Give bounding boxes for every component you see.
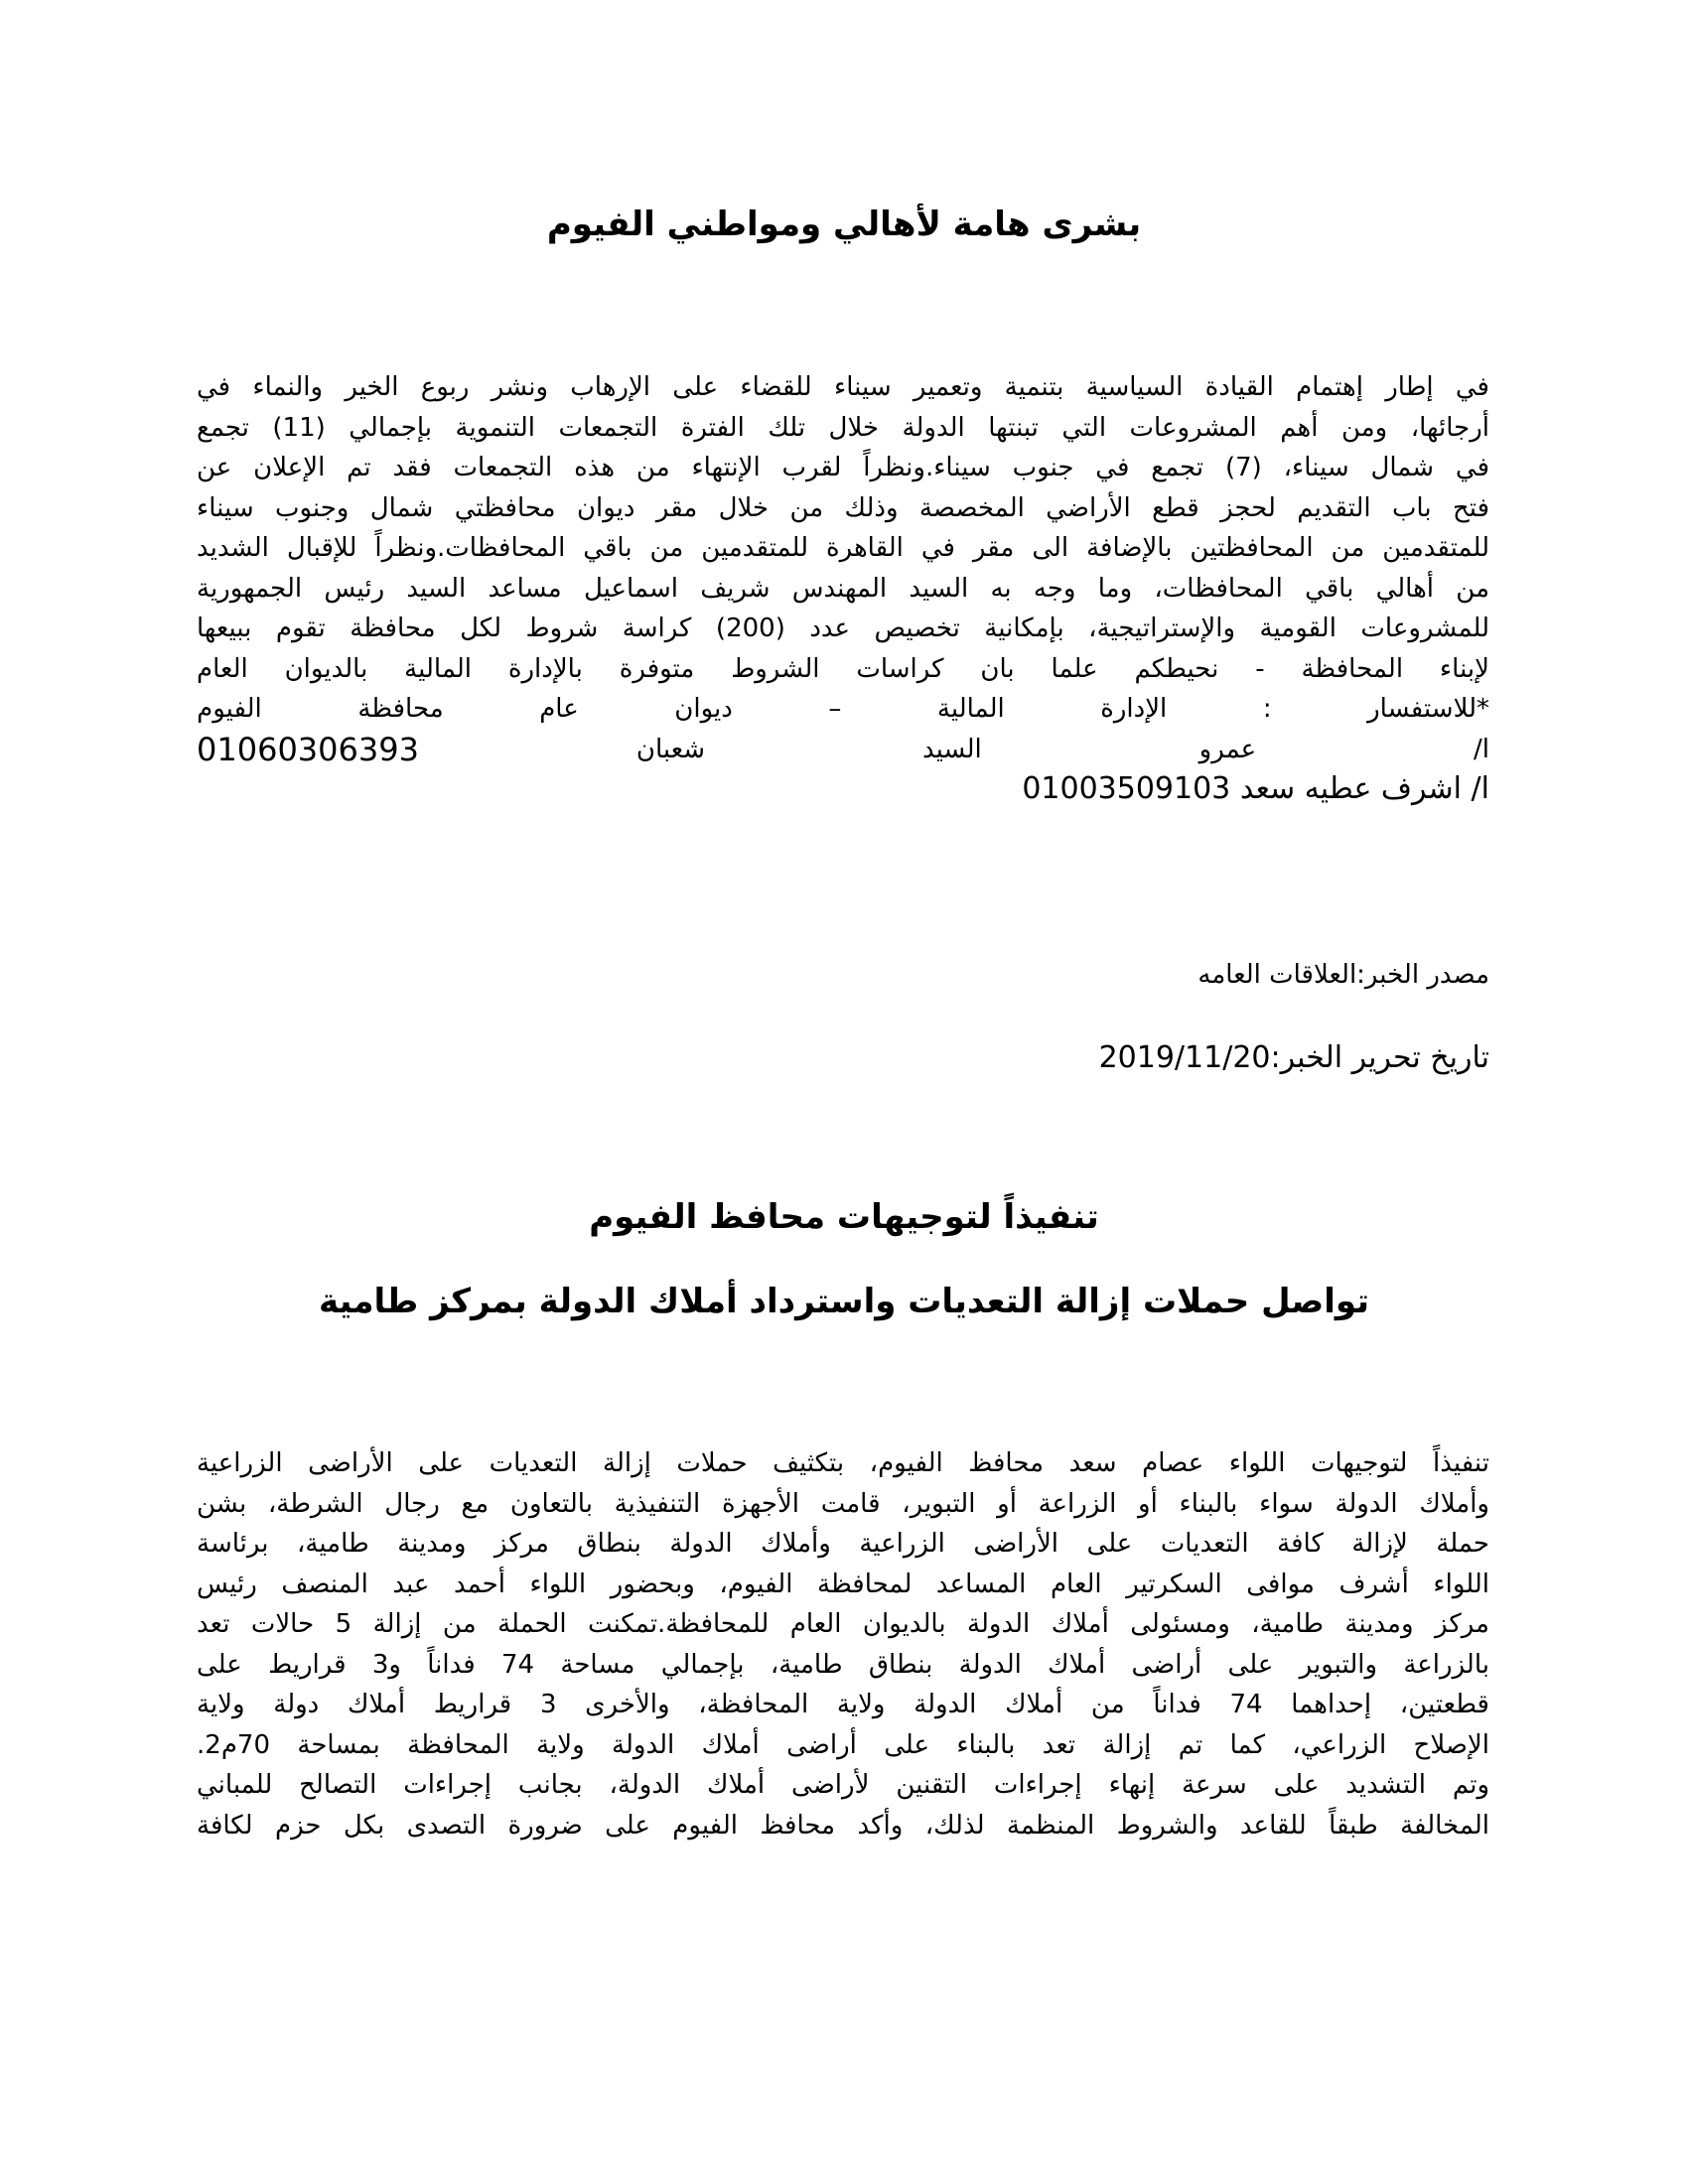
article1-line: أرجائها، ومن أهم المشروعات التي تبنتها الدولة خلال تلك الفترة التجمعات التنموية بإجمالي (11) تجمع xyxy=(197,412,1490,443)
article2-line: بالزراعة والتبوير على أراضى أملاك الدولة بنطاق طامية، بإجمالي مساحة 74 فداناً و3 قراريط على xyxy=(197,1649,1490,1680)
article1-line: لإبناء المحافظة - نحيطكم علما بان كراسات الشروط متوفرة بالإدارة المالية بالديوان العام xyxy=(197,653,1489,684)
inquiry-line xyxy=(197,689,1489,730)
article2-subtitle: تواصل حملات إزالة التعديات واسترداد أملاك الدولة بمركز طامية xyxy=(318,1282,1370,1321)
article1-line: في شمال سيناء، (7) تجمع في جنوب سيناء.ونظراً لقرب الإنتهاء من هذه التجمعات فقد تم الإعلان عن xyxy=(197,453,1489,482)
inquiry-word: *للاستفسار xyxy=(1367,694,1489,724)
article2-line: وتم التشديد على سرعة إنهاء إجراءات التقنين لأراضى أملاك الدولة، بجانب إجراءات التصالح للمباني xyxy=(197,1770,1489,1800)
news-date: تاريخ تحرير الخبر:2019/11/20 xyxy=(1098,1040,1489,1075)
contact-phone: 01060306393 xyxy=(197,730,419,768)
contact-word: شعبان xyxy=(635,734,706,764)
article2-line: حملة لإزالة كافة التعديات على الأراضى الزراعية وأملاك الدولة بنطاق مركز ومدينة طامية، برئاسة xyxy=(197,1529,1489,1559)
inquiry-word: الإدارة xyxy=(1100,694,1168,724)
article2-line: المخالفة طبقاً للقاعد والشروط المنظمة لذلك، وأكد محافظ الفيوم على ضرورة التصدى بكل حزم لكافة xyxy=(197,1810,1489,1841)
article2-line: الإصلاح الزراعي، كما تم إزالة تعد بالبناء على أراضى أملاك الدولة ولاية المحافظة بمساحة 70م2. xyxy=(197,1729,1489,1760)
inquiry-word: المالية xyxy=(936,694,1005,724)
inquiry-word: ديوان xyxy=(674,694,733,724)
article2-title: تنفيذاً لتوجيهات محافظ الفيوم xyxy=(589,1197,1099,1237)
contact-word: السيد xyxy=(921,734,982,764)
contact-word: عمرو xyxy=(1198,734,1257,764)
inquiry-word: – xyxy=(828,694,842,724)
article2-line: مركز ومدينة طامية، ومسئولى أملاك الدولة بالديوان العام للمحافظة.تمكنت الحملة من إزالة 5 حالات تعد xyxy=(197,1609,1489,1639)
article2-line: وأملاك الدولة سواء بالبناء أو الزراعة أو التبوير، قامت الأجهزة التنفيذية بالتعاون مع رجال الشرطة، بشن xyxy=(197,1488,1489,1519)
article2-line: اللواء أشرف موافى السكرتير العام المساعد لمحافظة الفيوم، وبحضور اللواء أحمد عبد المنصف رئيس xyxy=(197,1569,1489,1599)
inquiry-word: : xyxy=(1262,694,1272,724)
article1-line: من أهالي باقي المحافظات، وما وجه به السيد المهندس شريف اسماعيل مساعد السيد رئيس الجمهورية xyxy=(197,573,1489,604)
article2-line: قطعتين، إحداهما 74 فداناً من أملاك الدولة ولاية المحافظة، والأخرى 3 قراريط أملاك دولة ولاية xyxy=(197,1690,1489,1719)
inquiry-word: الفيوم xyxy=(197,694,262,724)
article2-body xyxy=(197,1443,1489,1845)
news-source: مصدر الخبر:العلاقات العامه xyxy=(1197,960,1489,990)
article1-line: للمشروعات القومية والإستراتيجية، بإمكانية تخصيص عدد (200) كراسة شروط لكل محافظة تقوم ببيعها xyxy=(197,614,1490,643)
article1-line: في إطار إهتمام القيادة السياسية بتنمية وتعمير سيناء للقضاء على الإرهاب ونشر ربوع الخير والنماء في xyxy=(197,372,1489,402)
inquiry-word: محافظة xyxy=(357,694,444,724)
inquiry-word: عام xyxy=(539,694,579,724)
article1-title: بشرى هامة لأهالي ومواطني الفيوم xyxy=(546,205,1142,244)
contact-word: ا/ xyxy=(1474,734,1489,764)
article2-line: تنفيذاً لتوجيهات اللواء عصام سعد محافظ الفيوم، بتكثيف حملات إزالة التعديات على الأراضى الزراعية xyxy=(197,1448,1489,1478)
contact-line-1 xyxy=(197,730,1489,770)
article1-body xyxy=(197,367,1489,810)
article1-line: فتح باب التقديم لحجز قطع الأراضي المخصصة وذلك من خلال مقر ديوان محافظتي شمال وجنوب سيناء xyxy=(197,492,1489,523)
article1-line: للمتقدمين من المحافظتين بالإضافة الى مقر في القاهرة للمتقدمين من باقي المحافظات.ونظراً للإقبال الشديد xyxy=(197,533,1489,563)
contact-line-2: ا/ اشرف عطيه سعد 01003509103 xyxy=(1022,771,1489,806)
